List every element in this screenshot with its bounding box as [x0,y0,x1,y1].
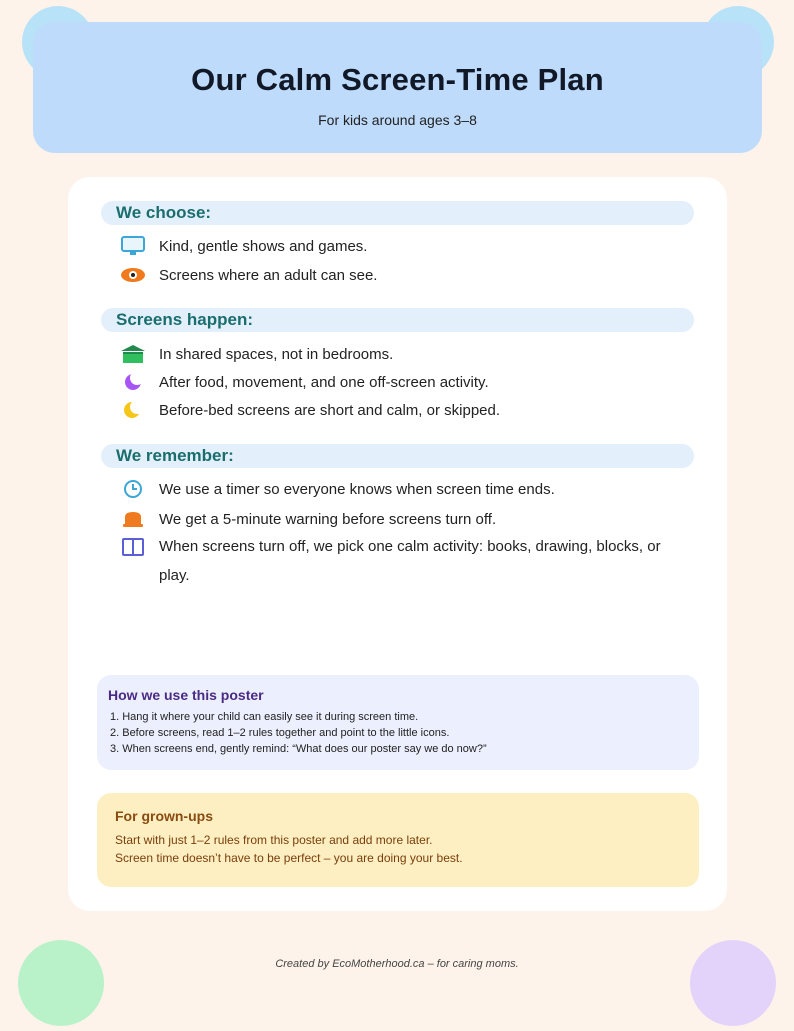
decorative-circle-bottom-right [690,940,776,1026]
home-icon [120,343,146,365]
section-heading-we-choose [101,201,694,225]
moon-icon [120,371,146,393]
rules-card [68,177,727,911]
list-item-text: Screens where an adult can see. [159,267,378,284]
section-heading-screens-happen [101,308,694,332]
grownups-line: Screen time doesn’t have to be perfect – you are doing your best. [115,851,463,865]
page-title: Our Calm Screen-Time Plan [191,62,604,97]
book-icon [120,536,146,558]
grownups-heading: For grown-ups [115,808,213,824]
crescent-moon-icon [120,399,146,421]
section-heading-label: Screens happen: [116,310,253,329]
list-item-text: We get a 5-minute warning before screens turn off. [159,511,497,528]
footer-credit: Created by EcoMotherhood.ca – for caring moms. [275,958,519,970]
list-item-text: In shared spaces, not in bedrooms. [159,346,394,363]
how-to-step: 3. When screens end, gently remind: “What does our poster say we do now?” [110,743,487,755]
eye-icon [120,264,146,286]
bell-icon [120,508,146,530]
section-heading-label: We choose: [116,203,212,222]
clock-icon [120,478,146,500]
list-item-text: After food, movement, and one off-screen activity. [159,374,489,391]
how-to-use-box [97,675,699,770]
how-to-step: 1. Hang it where your child can easily see it during screen time. [110,711,419,723]
grownups-line: Start with just 1–2 rules from this poster and add more later. [115,833,433,847]
list-item-text: Kind, gentle shows and games. [159,238,368,255]
section-heading-we-remember [101,444,694,468]
page-subtitle: For kids around ages 3–8 [318,112,477,128]
header-banner [33,22,762,153]
list-item-text: When screens turn off, we pick one calm activity: books, drawing, blocks, or play. [159,538,661,584]
how-to-step: 2. Before screens, read 1–2 rules together and point to the little icons. [110,727,450,739]
section-heading-label: We remember: [116,446,234,465]
decorative-circle-bottom-left [18,940,104,1026]
list-item-text: We use a timer so everyone knows when screen time ends. [159,481,555,498]
tv-icon [120,235,146,257]
list-item-text: Before-bed screens are short and calm, or skipped. [159,402,501,419]
grownups-note-box [97,793,699,887]
how-to-heading: How we use this poster [108,687,264,703]
